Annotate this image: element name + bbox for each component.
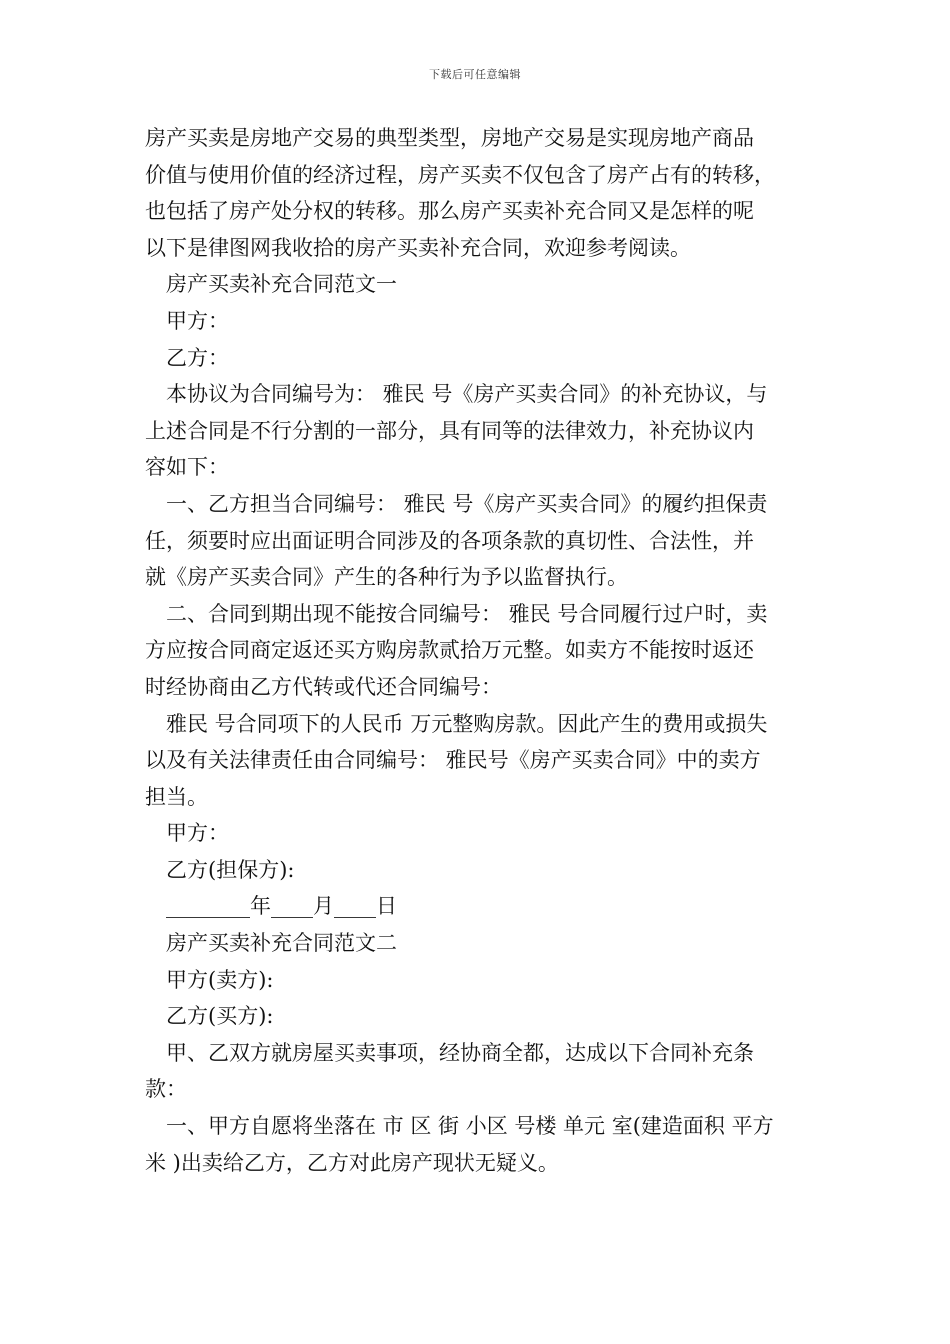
article-1-line-2: 米 )出卖给乙方，乙方对此房产现状无疑义。	[145, 1150, 559, 1175]
clause-2-line-6: 担当。	[145, 784, 208, 809]
article-1-line-1: 一、甲方自愿将坐落在 市 区 街 小区 号楼 单元 室(建造面积 平方	[166, 1114, 774, 1139]
clause-2-line-5: 以及有关法律责任由合同编号： 雅民号《房产买卖合同》中的卖方	[145, 748, 761, 773]
intro-line-1: 房产买卖是房地产交易的典型类型，房地产交易是实现房地产商品	[145, 126, 754, 150]
section-title-1: 房产买卖补充合同范文一	[166, 272, 397, 297]
document-body	[145, 120, 810, 1181]
party-b-label: 乙方：	[166, 345, 229, 370]
page-header: 下载后可任意编辑	[429, 68, 521, 81]
date-line: ________年____月____日	[166, 894, 397, 919]
signature-party-a: 甲方：	[166, 821, 229, 846]
preamble-line-2: 款：	[145, 1077, 187, 1102]
signature-party-b: 乙方(担保方):	[166, 857, 295, 882]
seller-label: 甲方(卖方):	[166, 967, 274, 992]
clause-2-line-1: 二、合同到期出现不能按合同编号： 雅民 号合同履行过户时，卖	[166, 601, 768, 626]
intro-line-4: 以下是律图网我收拾的房产买卖补充合同，欢迎参考阅读。	[145, 235, 691, 260]
intro-line-2: 价值与使用价值的经济过程，房产买卖不仅包含了房产占有的转移，	[145, 162, 775, 187]
party-a-label: 甲方：	[166, 308, 229, 333]
clause-1-line-1: 一、乙方担当合同编号： 雅民 号《房产买卖合同》的履约担保责	[166, 491, 768, 516]
section-title-2: 房产买卖补充合同范文二	[166, 931, 397, 956]
intro-line-3: 也包括了房产处分权的转移。那么房产买卖补充合同又是怎样的呢	[145, 199, 754, 224]
preamble-line-1: 甲、乙双方就房屋买卖事项，经协商全都，达成以下合同补充条	[166, 1040, 754, 1065]
clause-1-line-2: 任，须要时应出面证明合同涉及的各项条款的真切性、合法性，并	[145, 528, 754, 553]
clause-1-line-3: 就《房产买卖合同》产生的各种行为予以监督执行。	[145, 565, 628, 590]
buyer-label: 乙方(买方):	[166, 1004, 274, 1029]
clause-2-line-3: 时经协商由乙方代转或代还合同编号：	[145, 674, 502, 699]
agreement-line-2: 上述合同是不行分割的一部分，具有同等的法律效力，补充协议内	[145, 418, 754, 443]
agreement-line-3: 容如下：	[145, 455, 229, 480]
clause-2-line-2: 方应按合同商定返还买方购房款贰拾万元整。如卖方不能按时返还	[145, 638, 754, 663]
clause-2-line-4: 雅民 号合同项下的人民币 万元整购房款。因此产生的费用或损失	[166, 711, 768, 736]
agreement-line-1: 本协议为合同编号为： 雅民 号《房产买卖合同》的补充协议，与	[166, 382, 768, 407]
